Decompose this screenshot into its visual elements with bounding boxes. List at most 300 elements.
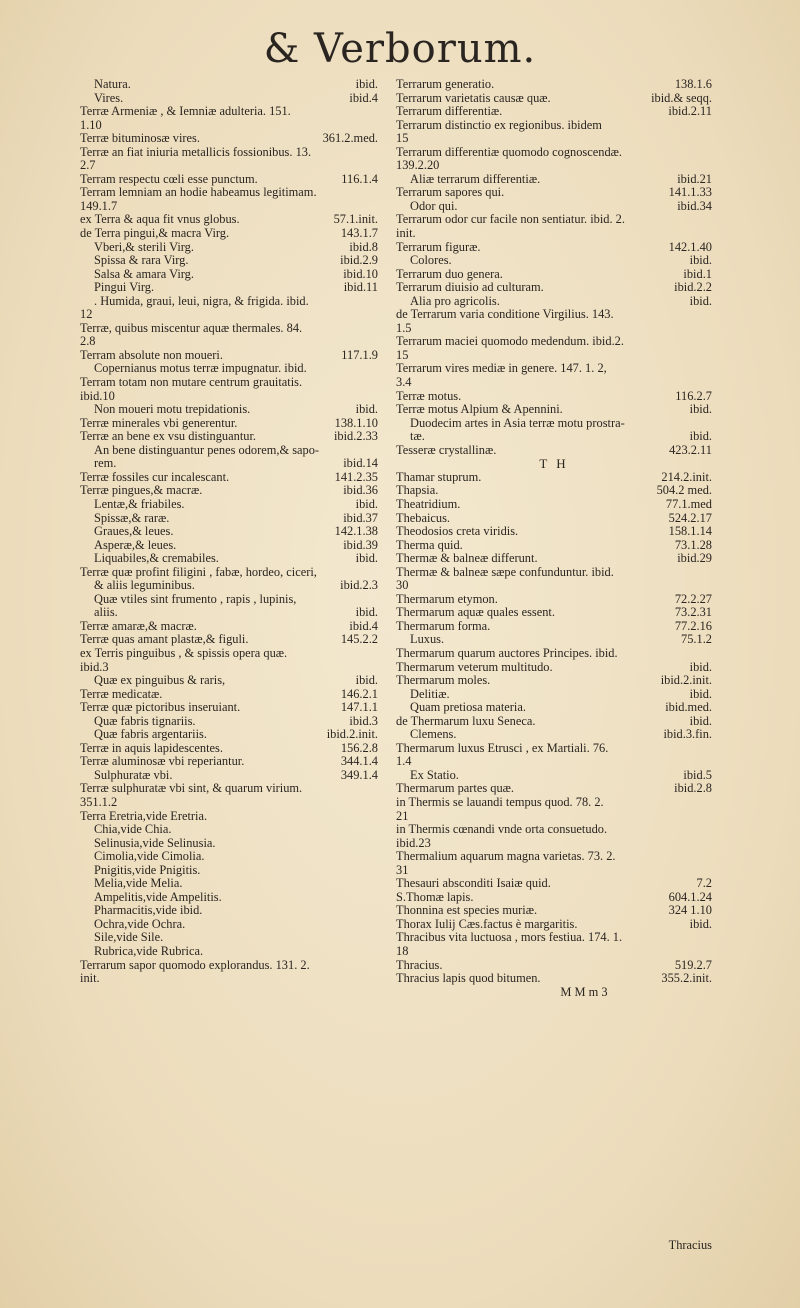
index-entry	[396, 606, 712, 620]
entry-text: Pharmacitis,vide ibid.	[94, 904, 203, 918]
index-entry	[80, 633, 378, 647]
entry-text: Terræ quas amant plastæ,& figuli.	[80, 633, 249, 647]
index-entry	[396, 579, 712, 593]
index-entry	[80, 796, 378, 810]
entry-text: Terræ motus Alpium & Apennini.	[396, 403, 563, 417]
entry-text: Terræ pingues,& macræ.	[80, 484, 203, 498]
index-entry	[396, 268, 712, 282]
index-entry	[80, 782, 378, 796]
entry-text: 21	[396, 809, 409, 823]
entry-text: in Thermis se lauandi tempus quod. 78. 2.	[396, 795, 604, 809]
entry-text: Alia pro agricolis.	[410, 294, 500, 308]
entry-reference: ibid.34	[677, 198, 712, 213]
index-entry	[80, 837, 378, 851]
index-entry	[80, 606, 378, 620]
entry-reference: ibid.	[689, 402, 712, 417]
entry-reference: ibid.	[689, 429, 712, 444]
entry-text: Duodecim artes in Asia terræ motu prostra-	[410, 416, 625, 430]
index-column-left	[80, 78, 378, 986]
entry-text: Terræ, quibus miscentur aquæ thermales. 84.	[80, 321, 303, 335]
index-entry	[80, 931, 378, 945]
entry-text: Terræ an fiat iniuria metallicis fossionibus. 13.	[80, 145, 312, 159]
entry-text: de Thermarum luxu Seneca.	[396, 714, 536, 728]
index-entry	[396, 512, 712, 526]
entry-text: Thesauri absconditi Isaiæ quid.	[396, 877, 551, 891]
entry-reference: ibid.	[355, 673, 378, 688]
entry-reference: ibid.	[355, 551, 378, 566]
entry-text: Terram absolute non moueri.	[80, 348, 223, 362]
entry-text: Thermarum moles.	[396, 674, 491, 688]
index-entry	[396, 186, 712, 200]
entry-reference: ibid.36	[343, 483, 378, 498]
index-entry	[396, 728, 712, 742]
entry-reference: 524.2.17	[668, 510, 712, 525]
entry-reference: 142.1.40	[668, 239, 712, 254]
index-entry	[396, 92, 712, 106]
entry-text: S.Thomæ lapis.	[396, 890, 474, 904]
entry-text: 139.2.20	[396, 159, 440, 173]
index-entry	[396, 471, 712, 485]
index-entry	[80, 498, 378, 512]
index-entry	[396, 823, 712, 837]
entry-text: ex Terris pinguibus , & spissis opera quæ.	[80, 646, 288, 660]
entry-text: Pingui Virg.	[94, 281, 155, 295]
index-entry	[80, 512, 378, 526]
entry-reference: ibid.2.9	[340, 253, 378, 268]
index-entry	[80, 579, 378, 593]
index-entry	[80, 308, 378, 322]
entry-text: Terræ aluminosæ vbi reperiantur.	[80, 755, 245, 769]
entry-text: 18	[396, 945, 409, 958]
entry-reference: 116.1.4	[341, 171, 378, 186]
entry-reference: ibid.8	[349, 239, 378, 254]
index-entry	[396, 281, 712, 295]
index-entry	[396, 390, 712, 404]
index-entry	[80, 904, 378, 918]
entry-reference: ibid.4	[349, 90, 378, 105]
index-entry	[80, 105, 378, 119]
signature-mark: M M m 3	[560, 984, 608, 999]
index-entry	[396, 891, 712, 905]
entry-text: de Terra pingui,& macra Virg.	[80, 227, 230, 241]
index-entry	[396, 403, 712, 417]
index-entry	[80, 335, 378, 349]
entry-text: Non moueri motu trepidationis.	[94, 403, 251, 417]
index-entry	[396, 877, 712, 891]
entry-text: Quæ ex pinguibus & raris,	[94, 674, 226, 688]
entry-reference: 141.1.33	[668, 185, 712, 200]
entry-reference: ibid.& seqq.	[651, 90, 712, 105]
index-entry	[80, 552, 378, 566]
index-entry	[396, 295, 712, 309]
entry-text: Terræ medicatæ.	[80, 687, 163, 701]
index-entry	[80, 78, 378, 92]
index-entry	[80, 620, 378, 634]
index-entry	[396, 904, 712, 918]
entry-text: Terræ an bene ex vsu distinguantur.	[80, 430, 257, 444]
index-entry	[80, 810, 378, 824]
entry-reference: 604.1.24	[668, 889, 712, 904]
index-entry	[396, 593, 712, 607]
entry-text: Ampelitis,vide Ampelitis.	[94, 890, 222, 904]
entry-text: Terrarum distinctio ex regionibus. ibidem	[396, 118, 602, 132]
entry-text: Terrarum sapores qui.	[396, 186, 505, 200]
entry-text: Terram totam non mutare centrum grauitatis.	[80, 376, 303, 390]
entry-text: Luxus.	[410, 633, 445, 647]
entry-reference: 116.2.7	[675, 388, 712, 403]
entry-text: Sile,vide Sile.	[94, 931, 164, 945]
entry-text: Terrarum maciei quomodo medendum. ibid.2.	[396, 335, 624, 349]
index-entry	[80, 755, 378, 769]
entry-text: Delitiæ.	[410, 687, 450, 701]
entry-text: Vires.	[94, 91, 124, 105]
entry-text: Terrarum odor cur facile non sentiatur. ibid. 2.	[396, 213, 625, 227]
entry-reference: ibid.	[355, 402, 378, 417]
index-entry	[80, 728, 378, 742]
index-entry	[80, 593, 378, 607]
index-entry	[396, 254, 712, 268]
entry-reference: ibid.14	[343, 456, 378, 471]
entry-reference: 344.1.4	[340, 754, 378, 769]
entry-reference: ibid.	[355, 77, 378, 91]
entry-text: Cimolia,vide Cimolia.	[94, 850, 205, 864]
entry-text: Thracius lapis quod bitumen.	[396, 972, 541, 986]
entry-reference: ibid.med.	[665, 700, 712, 715]
entry-text: Thracibus vita luctuosa , mors festiua. 174. 1.	[396, 931, 623, 945]
index-column-right	[396, 78, 712, 999]
entry-text: Selinusia,vide Selinusia.	[94, 836, 216, 850]
entry-text: 149.1.7	[80, 199, 118, 213]
entry-text: Terrarum generatio.	[396, 78, 495, 91]
entry-text: 1.4	[396, 755, 412, 769]
entry-text: Quam pretiosa materia.	[410, 701, 526, 715]
entry-text: Thermarum forma.	[396, 619, 491, 633]
entry-reference: ibid.1	[683, 266, 712, 281]
entry-reference: 77.1.med	[665, 496, 712, 511]
index-entry	[396, 769, 712, 783]
entry-text: Quæ fabris argentariis.	[94, 728, 207, 742]
entry-reference: ibid.2.init.	[660, 673, 712, 688]
entry-text: Terrarum differentiæ.	[396, 105, 503, 119]
index-entry	[396, 864, 712, 878]
index-entry	[396, 674, 712, 688]
entry-reference: ibid.21	[677, 171, 712, 186]
index-entry	[80, 877, 378, 891]
entry-text: tæ.	[410, 430, 425, 444]
entry-text: An bene distinguantur penes odorem,& sapo-	[94, 443, 320, 457]
index-entry	[396, 525, 712, 539]
entry-text: 12	[80, 308, 93, 322]
index-entry	[396, 972, 712, 986]
entry-text: Pnigitis,vide Pnigitis.	[94, 863, 201, 877]
index-entry	[80, 647, 378, 661]
entry-text: & aliis leguminibus.	[94, 579, 195, 593]
index-entry	[80, 891, 378, 905]
index-entry	[80, 186, 378, 200]
entry-text: Spissæ,& raræ.	[94, 511, 170, 525]
index-entry	[80, 403, 378, 417]
entry-reference: 349.1.4	[340, 767, 378, 782]
entry-text: Terrarum sapor quomodo explorandus. 131. 2.	[80, 958, 310, 972]
entry-reference: 145.2.2	[340, 632, 378, 647]
index-entry	[80, 430, 378, 444]
entry-reference: ibid.	[689, 253, 712, 268]
entry-text: Sulphuratæ vbi.	[94, 768, 173, 782]
index-entry	[396, 498, 712, 512]
entry-reference: 324 1.10	[668, 903, 712, 918]
entry-text: Terrarum figuræ.	[396, 240, 481, 254]
index-entry	[396, 931, 712, 945]
index-entry	[396, 417, 712, 431]
index-entry	[396, 308, 712, 322]
index-entry	[80, 539, 378, 553]
index-entry	[396, 755, 712, 769]
index-entry	[80, 566, 378, 580]
entry-text: 1.5	[396, 321, 412, 335]
index-entry	[80, 945, 378, 959]
entry-reference: 214.2.init.	[661, 469, 712, 484]
entry-reference: ibid.	[689, 916, 712, 931]
entry-reference: 158.1.14	[668, 524, 712, 539]
entry-reference: 156.2.8	[340, 740, 378, 755]
index-entry	[396, 146, 712, 160]
index-entry	[80, 864, 378, 878]
entry-reference: ibid.3	[349, 713, 378, 728]
index-entry	[396, 539, 712, 553]
index-entry	[80, 688, 378, 702]
entry-text: Terræ bituminosæ vires.	[80, 132, 200, 146]
index-entry	[80, 92, 378, 106]
index-entry	[80, 241, 378, 255]
entry-text: Terrarum duo genera.	[396, 267, 503, 281]
index-entry	[80, 972, 378, 986]
entry-text: Rubrica,vide Rubrica.	[94, 945, 204, 958]
entry-reference: ibid.2.2	[674, 280, 712, 295]
index-entry	[80, 525, 378, 539]
index-entry	[80, 769, 378, 783]
entry-reference: 72.2.27	[674, 591, 712, 606]
entry-text: Graues,& leues.	[94, 525, 174, 539]
index-entry	[80, 376, 378, 390]
entry-reference: ibid.4	[349, 618, 378, 633]
entry-text: Theodosios creta viridis.	[396, 525, 519, 539]
entry-reference: ibid.3.fin.	[663, 727, 712, 742]
index-entry	[80, 322, 378, 336]
entry-reference: ibid.	[689, 686, 712, 701]
index-entry	[80, 674, 378, 688]
index-entry	[396, 566, 712, 580]
entry-reference: ibid.5	[683, 767, 712, 782]
entry-reference: ibid.2.33	[333, 429, 378, 444]
entry-text: 15	[396, 348, 409, 362]
entry-text: Vberi,& sterili Virg.	[94, 240, 194, 254]
index-entry	[396, 742, 712, 756]
index-entry	[396, 376, 712, 390]
entry-reference: 146.2.1	[340, 686, 378, 701]
entry-reference: 138.1.10	[334, 415, 378, 430]
index-entry	[80, 850, 378, 864]
entry-reference: 141.2.35	[334, 469, 378, 484]
entry-text: Thermarum aquæ quales essent.	[396, 606, 555, 620]
index-entry	[396, 78, 712, 92]
index-entry	[80, 200, 378, 214]
entry-reference: 75.1.2	[681, 632, 712, 647]
entry-text: Thebaicus.	[396, 511, 451, 525]
index-entry	[396, 173, 712, 187]
index-entry	[396, 349, 712, 363]
index-entry	[80, 268, 378, 282]
entry-text: 15	[396, 132, 409, 146]
entry-text: Thracius.	[396, 958, 443, 972]
entry-reference: 117.1.9	[341, 347, 378, 362]
index-entry	[396, 105, 712, 119]
entry-text: Terræ Armeniæ , & Iemniæ adulteria. 151.	[80, 105, 291, 119]
entry-text: ex Terra & aqua fit vnus globus.	[80, 213, 240, 227]
entry-text: ibid.3	[80, 660, 109, 674]
entry-reference: ibid.2.11	[668, 104, 712, 119]
entry-text: rem.	[94, 457, 117, 471]
entry-text: Thermæ & balneæ differunt.	[396, 552, 538, 566]
entry-reference: ibid.	[689, 293, 712, 308]
entry-text: Thamar stuprum.	[396, 470, 482, 484]
entry-reference: 143.1.7	[340, 226, 378, 241]
entry-text: 2.7	[80, 159, 96, 173]
entry-reference: 423.2.11	[669, 442, 712, 457]
entry-reference: 361.2.med.	[322, 131, 378, 146]
index-entry	[396, 159, 712, 173]
entry-text: Terræ in aquis lapidescentes.	[80, 741, 223, 755]
index-entry	[396, 945, 712, 959]
index-entry	[80, 484, 378, 498]
page-title: & Verborum.	[263, 26, 537, 72]
index-entry	[396, 200, 712, 214]
entry-text: Thermarum luxus Etrusci , ex Martiali. 76.	[396, 741, 609, 755]
entry-text: Melia,vide Melia.	[94, 877, 183, 891]
entry-reference: ibid.2.init.	[326, 727, 378, 742]
entry-text: Terrarum vires mediæ in genere. 147. 1. 2,	[396, 362, 607, 376]
entry-text: Thermæ & balneæ sæpe confunduntur. ibid.	[396, 565, 614, 579]
entry-reference: ibid.	[355, 496, 378, 511]
entry-text: Ex Statio.	[410, 768, 459, 782]
index-entry	[80, 295, 378, 309]
entry-text: aliis.	[94, 606, 118, 620]
index-entry	[396, 715, 712, 729]
entry-text: Liquabiles,& cremabiles.	[94, 552, 219, 566]
entry-reference: 73.2.31	[674, 605, 712, 620]
entry-reference: ibid.39	[343, 537, 378, 552]
entry-reference: 77.2.16	[674, 618, 712, 633]
entry-text: Terræ fossiles cur incalescant.	[80, 470, 230, 484]
entry-text: Terræ motus.	[396, 389, 462, 403]
index-entry	[80, 715, 378, 729]
index-entry	[80, 119, 378, 133]
index-entry	[80, 661, 378, 675]
entry-text: Tesseræ crystallinæ.	[396, 443, 497, 457]
entry-text: 31	[396, 863, 409, 877]
index-entry	[80, 227, 378, 241]
entry-reference: ibid.2.3	[340, 578, 378, 593]
index-entry	[396, 837, 712, 851]
entry-text: Thermarum partes quæ.	[396, 782, 515, 796]
entry-text: 2.8	[80, 335, 96, 349]
index-entry	[80, 918, 378, 932]
entry-reference: 504.2 med.	[656, 483, 712, 498]
index-entry	[396, 213, 712, 227]
entry-reference: ibid.	[355, 605, 378, 620]
index-entry	[80, 390, 378, 404]
index-entry	[80, 173, 378, 187]
entry-reference: 142.1.38	[334, 524, 378, 539]
entry-text: Odor qui.	[410, 199, 458, 213]
entry-reference: ibid.37	[343, 510, 378, 525]
index-entry	[80, 471, 378, 485]
entry-text: de Terrarum varia conditione Virgilius. 143.	[396, 308, 614, 322]
index-entry	[80, 146, 378, 160]
entry-reference: ibid.	[689, 713, 712, 728]
entry-text: Thorax Iulij Cæs.factus è margaritis.	[396, 917, 578, 931]
entry-text: Terrarum diuisio ad culturam.	[396, 281, 544, 295]
index-entry	[396, 918, 712, 932]
entry-text: Spissa & rara Virg.	[94, 254, 189, 268]
entry-text: Thermalium aquarum magna varietas. 73. 2.	[396, 850, 616, 864]
index-entry	[396, 850, 712, 864]
entry-text: Terra Eretria,vide Eretria.	[80, 809, 208, 823]
entry-text: Terrarum differentiæ quomodo cognoscendæ.	[396, 145, 623, 159]
entry-text: Clemens.	[410, 728, 457, 742]
entry-text: Theatridium.	[396, 497, 461, 511]
index-entry	[80, 959, 378, 973]
entry-text: init.	[396, 227, 416, 241]
entry-reference: 147.1.1	[340, 700, 378, 715]
entry-text: Therma quid.	[396, 538, 463, 552]
entry-text: 30	[396, 579, 409, 593]
entry-text: Terræ quæ pictoribus inseruiant.	[80, 701, 241, 715]
entry-reference: 519.2.7	[674, 957, 712, 972]
entry-text: Natura.	[94, 78, 131, 91]
entry-reference: ibid.10	[343, 266, 378, 281]
entry-text: . Humida, graui, leui, nigra, & frigida. ibid.	[94, 294, 309, 308]
index-entry	[396, 132, 712, 146]
entry-text: Terram respectu cœli esse punctum.	[80, 172, 258, 186]
index-entry	[396, 796, 712, 810]
entry-text: ibid.23	[396, 836, 431, 850]
entry-text: Lentæ,& friabiles.	[94, 497, 185, 511]
catchword: Thracius	[668, 1238, 712, 1252]
entry-text: in Thermis cœnandi vnde orta consuetudo.	[396, 823, 608, 837]
index-entry	[396, 661, 712, 675]
entry-text: Chia,vide Chia.	[94, 823, 172, 837]
entry-text: ibid.10	[80, 389, 115, 403]
entry-reference: ibid.11	[343, 280, 378, 295]
index-entry	[396, 647, 712, 661]
entry-text: Thapsia.	[396, 484, 439, 498]
index-entry	[396, 322, 712, 336]
entry-reference: 138.1.6	[674, 77, 712, 91]
entry-text: Terræ minerales vbi generentur.	[80, 416, 238, 430]
entry-text: Salsa & amara Virg.	[94, 267, 194, 281]
index-entry	[396, 633, 712, 647]
index-entry	[80, 349, 378, 363]
index-entry	[80, 417, 378, 431]
index-entry	[80, 742, 378, 756]
index-entry	[396, 227, 712, 241]
index-entry	[396, 444, 712, 458]
entry-text: Quæ fabris tignariis.	[94, 714, 196, 728]
entry-text: Thermarum etymon.	[396, 592, 498, 606]
index-entry	[396, 362, 712, 376]
entry-reference: 355.2.init.	[661, 971, 712, 986]
entry-reference: ibid.	[689, 659, 712, 674]
